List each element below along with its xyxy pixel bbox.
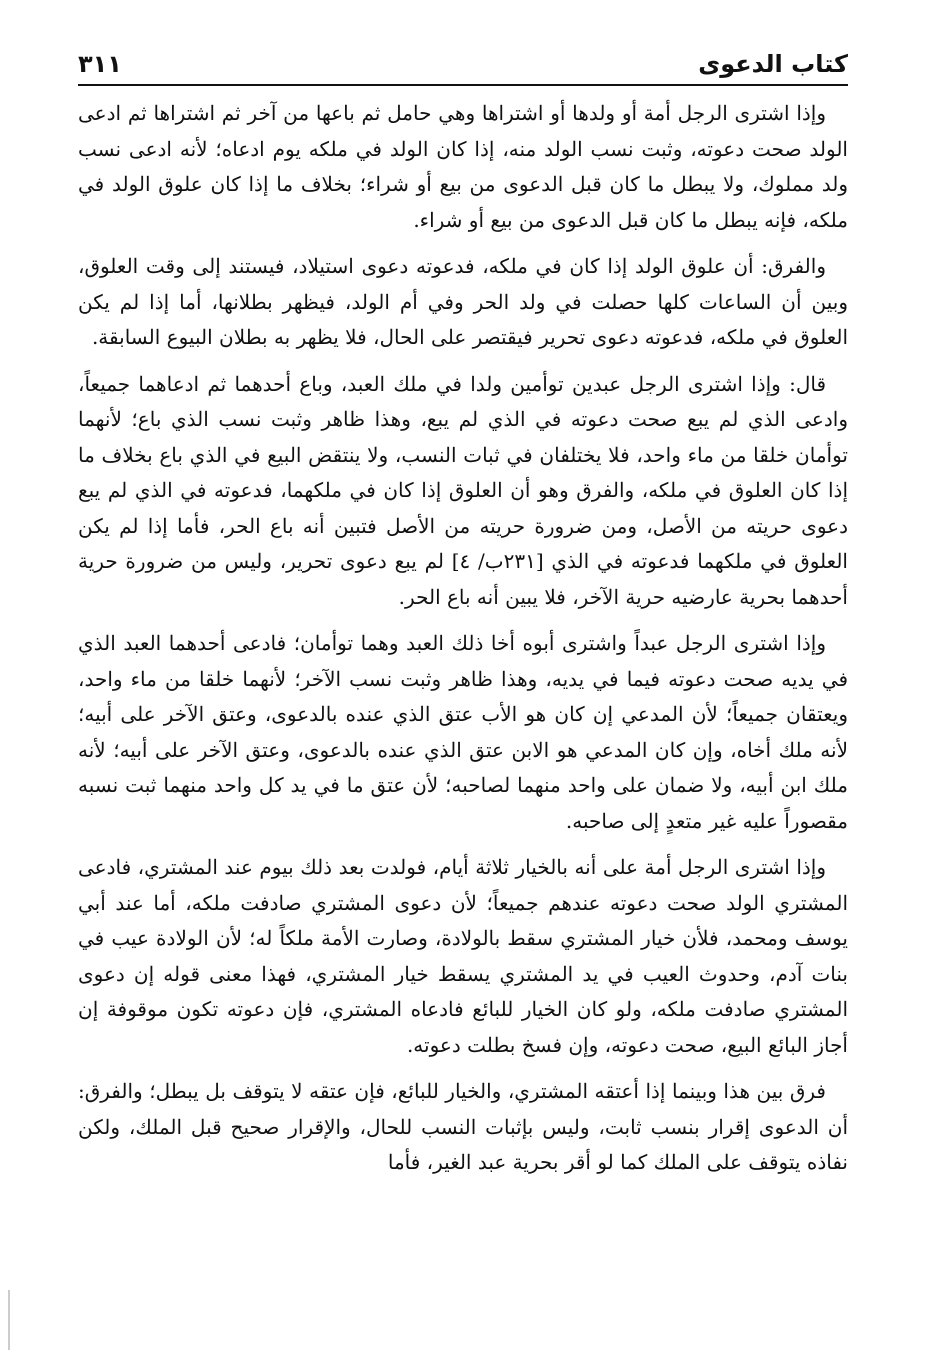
- chapter-title: كتاب الدعوى: [698, 50, 848, 78]
- paragraph: وإذا اشترى الرجل عبداً واشترى أبوه أخا ذلك العبد وهما توأمان؛ فادعى أحدهما العبد الذي في يديه صحت دعوته فيما في يديه، وهذا ظاهر وثبت نسب الآخر؛ لأنهما خلقا من ماء واحد، ويعتقان جميعاً؛ لأن المدعي إن كان هو الأب عتق الذي عنده بالدعوى، وعتق الآخر على أبيه؛ لأنه ملك أخاه، وإن كان المدعي هو الابن عتق الذي عنده بالدعوى، وعتق الآخر على أبيه؛ لأنه ملك ابن أبيه، ولا ضمان على واحد منهما لصاحبه؛ لأن عتق ما في يد كل واحد منهما ثبت نسبه مقصوراً عليه غير متعدٍ إلى صاحبه.: [78, 631, 848, 833]
- gutter-shadow: [8, 1290, 10, 1350]
- running-header: [78, 38, 848, 78]
- paragraph: وإذا اشترى الرجل أمة أو ولدها أو اشتراها وهي حامل ثم باعها من آخر ثم اشتراها ثم ادعى الولد صحت دعوته، وثبت نسب الولد منه، إذا كان الولد في ملكه يوم ادعاه؛ لأنه ادعى نسب ولد مملوك، ولا يبطل ما كان قبل الدعوى من بيع أو شراء؛ بخلاف ما إذا كان علوق الولد في ملكه، فإنه يبطل ما كان قبل الدعوى من بيع أو شراء.: [78, 101, 848, 232]
- page-number: ٣١١: [78, 50, 122, 78]
- paragraph: والفرق: أن علوق الولد إذا كان في ملكه، فدعوته دعوى استيلاد، فيستند إلى وقت العلوق، وبين أن الساعات كلها حصلت في ولد الحر وفي أم الولد، فيظهر بطلانها، أما إذا لم يكن العلوق في ملكه، فدعوته دعوى تحرير فيقتصر على الحال، فلا يظهر به بطلان البيوع السابقة.: [78, 254, 848, 349]
- paragraph: قال: وإذا اشترى الرجل عبدين توأمين ولدا في ملك العبد، وباع أحدهما ثم ادعاهما جميعاً، وادعى الذي لم يبع صحت دعوته في الذي لم يبع، وهذا ظاهر وثبت نسب الذي باع؛ لأنهما توأمان خلقا من ماء واحد، فلا يختلفان في ثبات النسب، ولا ينتقض البيع في الذي باع بخلاف ما إذا كان العلوق في ملكه، والفرق وهو أن العلوق إذا كان في ملكهما، فدعوته في الذي لم يبع دعوى حريته من الأصل، ومن ضرورة حريته من الأصل فتبين أنه باع الحر، فأما إذا لم يكن العلوق في ملكهما فدعوته في الذي [٢٣١ب/ ٤] لم يبع دعوى تحرير، وليس من ضرورة حرية أحدهما بحرية عارضيه حرية الآخر، فلا يبين أنه باع الحر.: [78, 371, 848, 609]
- header-rule: [78, 84, 848, 86]
- page-body: [78, 96, 848, 1192]
- paragraph: فرق بين هذا وبينما إذا أعتقه المشتري، والخيار للبائع، فإن عتقه لا يتوقف بل يبطل؛ والفرق: أن الدعوى إقرار بنسب ثابت، وليس بإثبات النسب للحال، والإقرار صحيح قبل الملك، ولكن نفاذه يتوقف على الملك كما لو أقر بحرية عبد الغير، فأما: [78, 1079, 848, 1174]
- paragraph: وإذا اشترى الرجل أمة على أنه بالخيار ثلاثة أيام، فولدت بعد ذلك بيوم عند المشتري، فادعى المشتري الولد صحت دعوته عندهم جميعاً؛ لأن دعوى المشتري صادفت ملكه، أما عند أبي يوسف ومحمد، فلأن خيار المشتري سقط بالولادة، وصارت الأمة ملكاً له؛ لأن الولادة عيب في بنات آدم، وحدوث العيب في يد المشتري يسقط خيار المشتري، فهذا معنى قوله إن دعوى المشتري صادفت ملكه، ولو كان الخيار للبائع فادعاه المشتري، فإن دعوته تكون موقوفة إن أجاز البائع البيع، صحت دعوته، وإن فسخ بطلت دعوته.: [78, 855, 849, 1057]
